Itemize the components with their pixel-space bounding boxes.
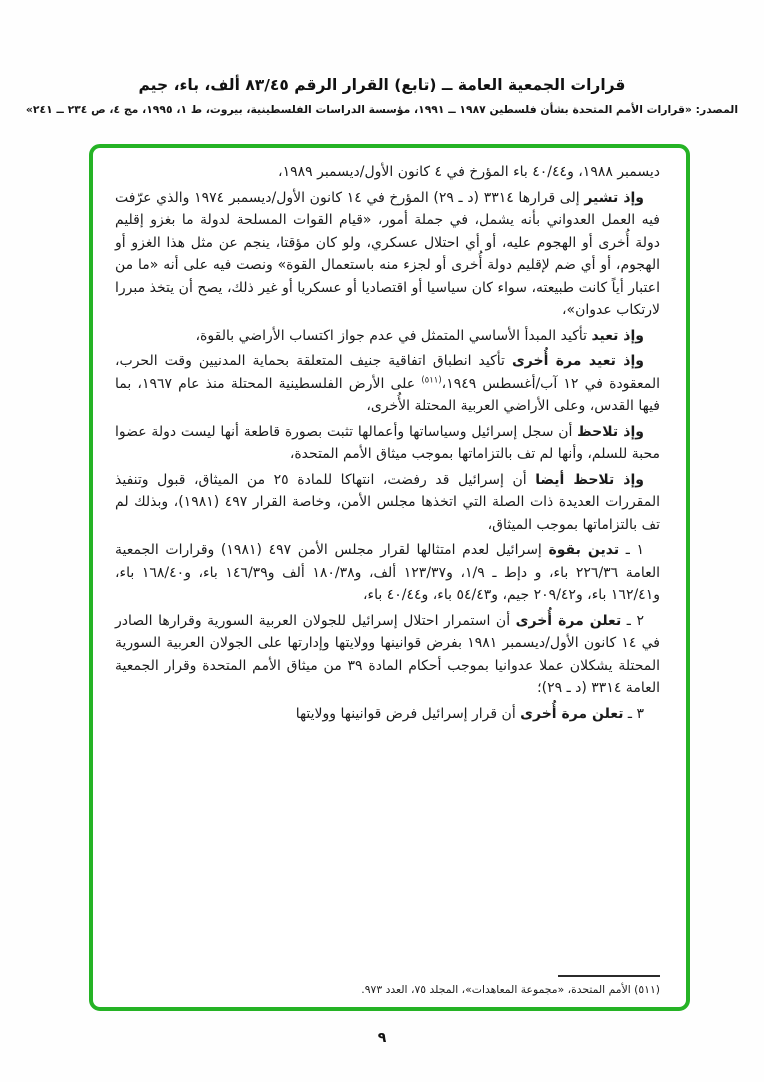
paragraph-lead: وإذ تشير xyxy=(584,189,645,206)
footnote-ref: (٥١١) xyxy=(421,374,442,385)
paragraph-text: تأكيد المبدأ الأساسي المتمثل في عدم جواز اكتساب الأراضي بالقوة، xyxy=(195,327,592,344)
paragraph-text: أن إسرائيل قد رفضت، انتهاكا للمادة ٢٥ من الميثاق، قبول وتنفيذ المقررات العديدة ذات الصلة التي اتخذها مجلس الأمن، وخاصة القرار ٤٩٧ (١٩٨١)، وبذلك لم تف بالتزاماتها بموجب الميثاق، xyxy=(115,471,660,533)
page-number: ٩ xyxy=(377,1030,387,1046)
paragraph-text: أن استمرار احتلال إسرائيل للجولان العربية السورية وقرارها الصادر في ١٤ كانون الأول/ديسمبر ١٩٨١ بفرض قوانينها وولايتها وإدارتها على الجولان العربية السورية المحتلة يشكلان عملا عدوانيا بموجب أحكام المادة ٣٩ من ميثاق الأمم المتحدة وقرار الجمعية العامة ٣٣١٤ (د ـ ٢٩)؛ xyxy=(115,612,661,696)
resolution-text-box xyxy=(89,144,690,1011)
item-number: ٣ ـ xyxy=(623,705,644,722)
paragraph-text: ديسمبر ١٩٨٨، و٤٠/٤٤ باء المؤرخ في ٤ كانون الأول/ديسمبر ١٩٨٩، xyxy=(278,164,660,180)
paragraph-text: إسرائيل لعدم امتثالها لقرار مجلس الأمن ٤٩٧ (١٩٨١) وقرارات الجمعية العامة ٢٢٦/٣٦ باء، و دإط ـ ١/٩، و١٢٣/٣٧ ألف، و١٨٠/٣٨ ألف و١٤٦/٣٩ باء، و١٦٨/٤٠ باء، و١٦٢/٤١ باء، و٢٠٩/٤٢ جيم، و٥٤/٤٣ باء، و٤٠/٤٤ باء، xyxy=(115,542,660,603)
footnote-area xyxy=(115,971,660,996)
paragraph-text: تأكيد انطباق اتفاقية جنيف المتعلقة بحماية المدنيين وقت الحرب، المعقودة في ١٢ آب/أغسطس ١٩٤٩، xyxy=(115,353,660,392)
page-title: قرارات الجمعية العامة ــ (تابع) القرار الرقم ٨٣/٤٥ ألف، باء، جيم xyxy=(138,76,626,94)
paragraph xyxy=(115,187,660,322)
paragraph-lead: وإذ تعيد مرة أُخرى xyxy=(511,353,644,369)
page-header xyxy=(0,76,764,116)
item-number: ٢ ـ xyxy=(621,612,644,629)
footnote-text: (٥١١) الأمم المتحدة، «مجموعة المعاهدات»، المجلد ٧٥، العدد ٩٧٣. xyxy=(361,983,660,996)
operative-paragraph-2 xyxy=(115,610,660,700)
paragraph-lead: تدين بقوة xyxy=(548,542,620,558)
paragraph-lead: تعلن مرة أُخرى xyxy=(520,705,624,722)
paragraph-lead: وإذ تلاحظ أيضا xyxy=(535,471,644,488)
item-number: ١ ـ xyxy=(619,542,644,558)
paragraph-lead: وإذ تعيد xyxy=(591,327,644,344)
paragraph-lead: وإذ تلاحظ xyxy=(577,423,644,440)
paragraph xyxy=(115,161,660,184)
paragraph xyxy=(115,421,660,466)
paragraph-text: إلى قرارها ٣٣١٤ (د ـ ٢٩) المؤرخ في ١٤ كانون الأول/ديسمبر ١٩٧٤ والذي عرّفت فيه العمل العدواني بأنه يشمل، في جملة أمور، «قيام القوات المسلحة لدولة ما بغزو إقليم دولة أُخرى أو الهجوم عليه، أو أي احتلال عسكري، ولو كان مؤقتا، ينجم عن مثل هذا الغزو أو الهجوم، أو أي ضم لإقليم دولة أُخرى أو لجزء منه باستعمال القوة» ونصت فيه على أنه «ما من اعتبار أياً كانت طبيعته، سواء كان سياسيا أو اقتصاديا أو عسكريا أو غير ذلك، يصح أن يتخذ مبررا لارتكاب عدوان»، xyxy=(115,189,660,318)
source-citation: المصدر: «قرارات الأمم المتحدة بشأن فلسطين ١٩٨٧ ــ ١٩٩١، مؤسسة الدراسات الفلسطينية، بيروت، ط ١، ١٩٩٥، مج ٤، ص ٢٣٤ ــ ٢٤١» xyxy=(25,103,739,116)
paragraph-text: أن قرار إسرائيل فرض قوانينها وولايتها xyxy=(295,705,521,722)
paragraph-text: على الأرض الفلسطينية المحتلة منذ عام ١٩٦٧، بما فيها القدس، وعلى الأراضي العربية المحتلة الأُخرى، xyxy=(115,375,660,414)
paragraph xyxy=(115,350,660,418)
resolution-body xyxy=(115,161,660,725)
footnote-separator xyxy=(558,975,660,977)
paragraph-text: أن سجل إسرائيل وسياساتها وأعمالها تثبت بصورة قاطعة أنها ليست دولة عضوا محبة للسلم، وأنها لم تف بالتزاماتها بموجب ميثاق الأمم المتحدة، xyxy=(115,423,660,462)
paragraph-lead: تعلن مرة أُخرى xyxy=(515,612,622,629)
operative-paragraph-1 xyxy=(115,539,660,607)
paragraph xyxy=(115,325,660,348)
operative-paragraph-3 xyxy=(115,703,660,726)
paragraph xyxy=(115,469,660,537)
